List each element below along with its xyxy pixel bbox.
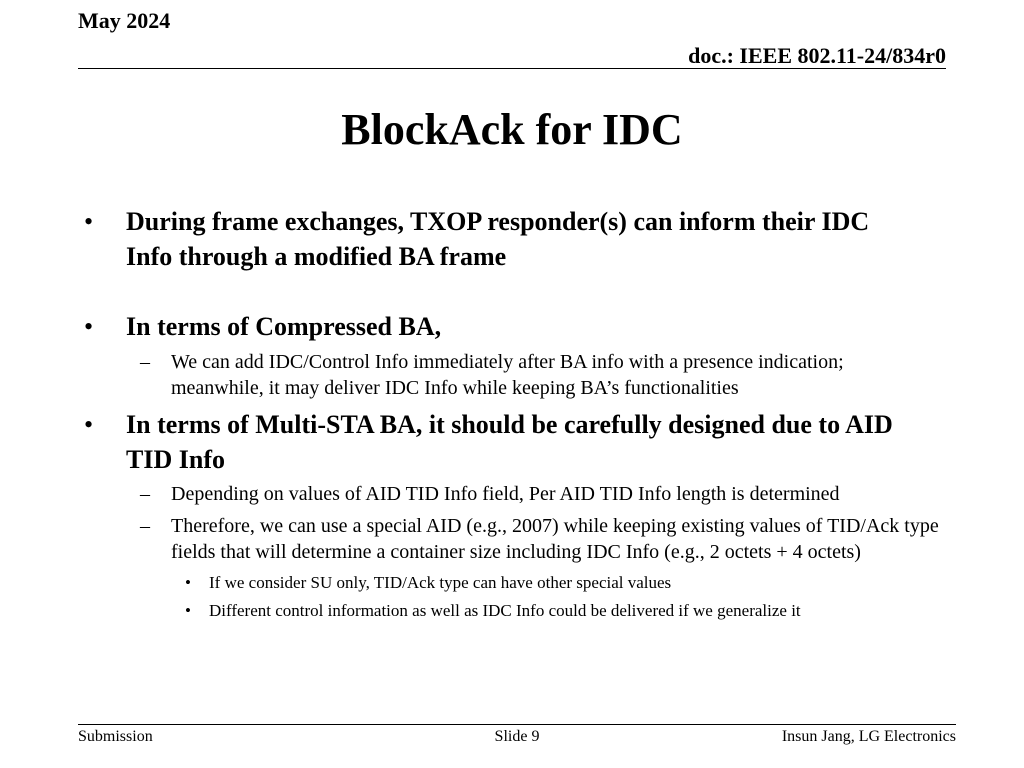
bullet-1 [78, 204, 916, 274]
slide-title: BlockAck for IDC [341, 105, 683, 154]
footer-author: Insun Jang, LG Electronics [781, 728, 956, 745]
sub-sub-bullet-2 [78, 599, 969, 623]
sub-bullet-2-1 [78, 349, 941, 401]
header-date: May 2024 [78, 8, 171, 33]
sub-bullet-3-2 [78, 513, 941, 565]
bullet-2 [78, 309, 916, 344]
sub-bullet-2-1-text: We can add IDC/Control Info immediately after BA info with a presence indication; meanwhile, it may deliver IDC Info while keeping BA’s functionalities [171, 351, 844, 399]
sub-sub-bullet-2-text: Different control information as well as IDC Info could be delivered if we generalize it [209, 601, 801, 620]
sub-bullet-3-1 [78, 481, 941, 507]
footer-submission: Submission [78, 728, 153, 745]
dash-marker: – [140, 351, 150, 373]
sub-bullet-3-1-text: Depending on values of AID TID Info field, Per AID TID Info length is determined [171, 483, 840, 505]
dot-marker: • [185, 573, 191, 592]
bullet-marker: • [84, 312, 94, 341]
footer-divider [78, 724, 956, 725]
sub-bullet-3-2-text: Therefore, we can use a special AID (e.g., 2007) while keeping existing values of TID/Ack type fields that will determine a container size including IDC Info (e.g., 2 octets + 4 octets) [171, 515, 939, 563]
bullet-marker: • [84, 410, 94, 439]
bullet-marker: • [84, 207, 94, 236]
sub-sub-bullet-1 [78, 571, 969, 595]
dot-marker: • [185, 601, 191, 620]
bullet-3-text: In terms of Multi-STA BA, it should be carefully designed due to AID TID Info [126, 410, 893, 474]
header-divider [78, 68, 946, 69]
spacer [78, 274, 958, 309]
bullet-1-text: During frame exchanges, TXOP responder(s) can inform their IDC Info through a modified BA frame [126, 207, 870, 271]
header-doc-id: doc.: IEEE 802.11-24/834r0 [688, 43, 946, 68]
bullet-3 [78, 407, 916, 477]
slide-body [78, 204, 958, 623]
dash-marker: – [140, 515, 150, 537]
bullet-2-text: In terms of Compressed BA, [126, 312, 442, 341]
sub-sub-bullet-1-text: If we consider SU only, TID/Ack type can have other special values [209, 573, 672, 592]
dash-marker: – [140, 483, 150, 505]
footer-slide-number: Slide 9 [494, 728, 540, 745]
